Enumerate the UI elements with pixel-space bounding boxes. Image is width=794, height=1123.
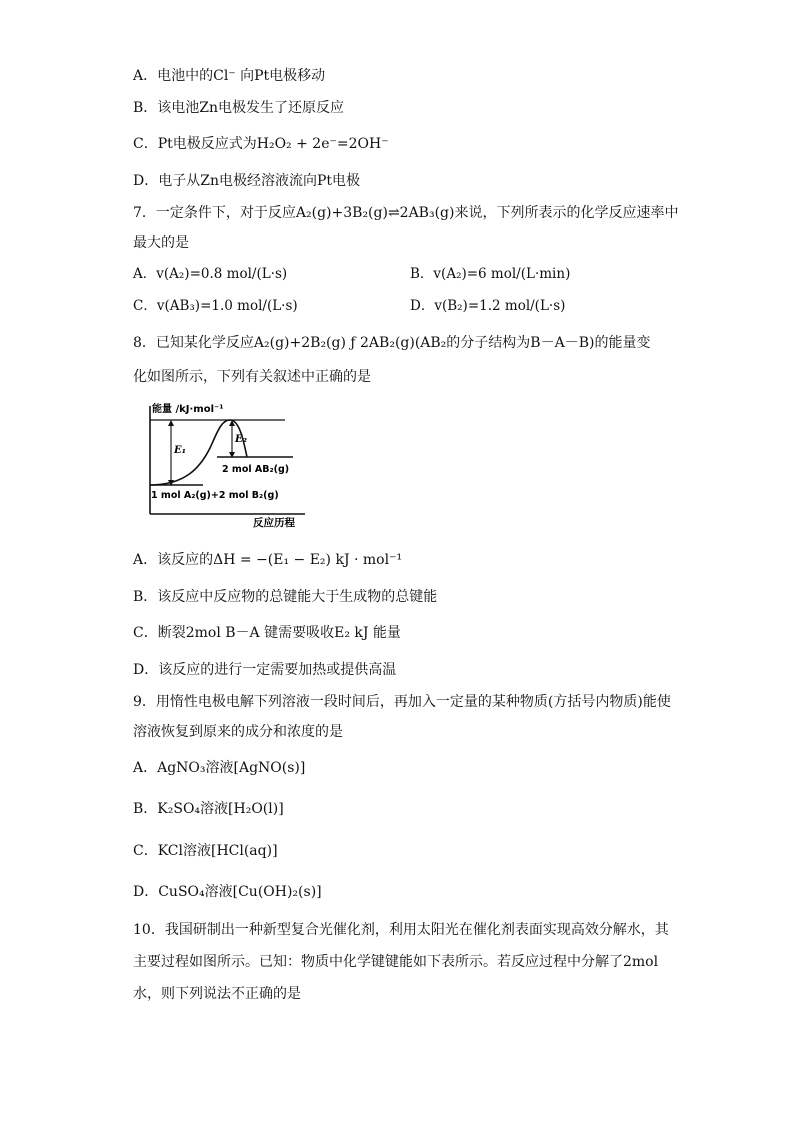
q7-stem-line1: 7．一定条件下，对于反应A₂(g)+3B₂(g)⇌2AB₃(g)来说，下列所表示的化学反应速率中: [133, 205, 679, 221]
x-axis-label: 反应历程: [253, 517, 295, 529]
q9-stem-line2: 溶液恢复到原来的成分和浓度的是: [133, 724, 343, 740]
q7-option-c: C．v(AB₃)=1.0 mol/(L·s): [133, 298, 298, 314]
q6-option-c: C．Pt电极反应式为H₂O₂ + 2e⁻=2OH⁻: [133, 136, 389, 152]
q9-option-b: B．K₂SO₄溶液[H₂O(l)]: [133, 801, 284, 817]
q9-option-d: D．CuSO₄溶液[Cu(OH)₂(s)]: [133, 884, 322, 900]
q6-option-a: A．电池中的Cl⁻ 向Pt电极移动: [133, 68, 326, 84]
q7-option-d: D．v(B₂)=1.2 mol/(L·s): [410, 298, 566, 314]
e2-label: E₂: [235, 434, 248, 445]
q8-stem-line2: 化如图所示，下列有关叙述中正确的是: [133, 369, 371, 385]
energy-diagram: [145, 398, 311, 530]
y-axis-label: 能量 /kJ·mol⁻¹: [152, 404, 224, 415]
q6-option-d: D．电子从Zn电极经溶液流向Pt电极: [133, 173, 361, 189]
q8-option-a: A．该反应的ΔH = −(E₁ − E₂) kJ · mol⁻¹: [133, 552, 403, 568]
q6-option-b: B．该电池Zn电极发生了还原反应: [133, 100, 345, 116]
q7-option-a: A．v(A₂)=0.8 mol/(L·s): [133, 266, 288, 282]
q8-option-b: B．该反应中反应物的总键能大于生成物的总键能: [133, 589, 438, 605]
q9-stem-line1: 9．用惰性电极电解下列溶液一段时间后，再加入一定量的某种物质(方括号内物质)能使: [133, 694, 671, 710]
e1-label: E₁: [174, 445, 187, 456]
q10-stem-line1: 10．我国研制出一种新型复合光催化剂，利用太阳光在催化剂表面实现高效分解水，其: [133, 922, 669, 938]
product-label: 2 mol AB₂(g): [222, 464, 290, 475]
q8-option-d: D．该反应的进行一定需要加热或提供高温: [133, 662, 397, 678]
q7-stem-line2: 最大的是: [133, 235, 189, 251]
q9-option-c: C．KCl溶液[HCl(aq)]: [133, 843, 278, 859]
q8-option-c: C．断裂2mol B－A 键需要吸收E₂ kJ 能量: [133, 625, 401, 641]
q10-stem-line3: 水，则下列说法不正确的是: [133, 986, 301, 1002]
q8-stem-line1: 8．已知某化学反应A₂(g)+2B₂(g) ƒ 2AB₂(g)(AB₂的分子结构为B－A－B)的能量变: [133, 335, 651, 351]
reactant-label: 1 mol A₂(g)+2 mol B₂(g): [151, 490, 279, 501]
q10-stem-line2: 主要过程如图所示。已知：物质中化学键键能如下表所示。若反应过程中分解了2mol: [133, 954, 659, 970]
q7-option-b: B．v(A₂)=6 mol/(L·min): [410, 266, 571, 282]
q9-option-a: A．AgNO₃溶液[AgNO(s)]: [133, 760, 306, 776]
